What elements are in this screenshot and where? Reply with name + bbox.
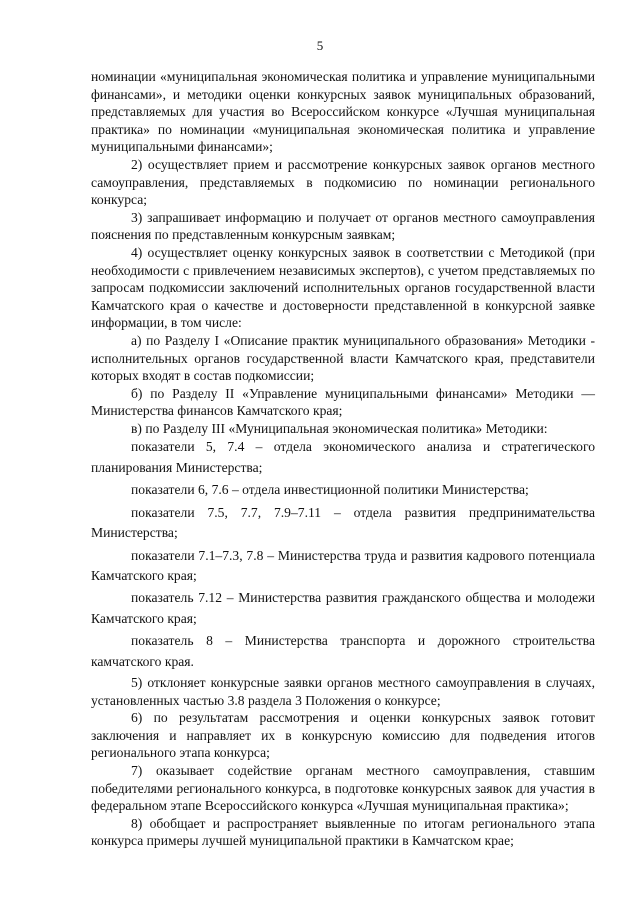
paragraph-item-7: 7) оказывает содействие органам местного самоуправления, ставшим победителями регионального конкурса, в подготовке конкурсных заявок для участия в федеральном этапе Всероссийского конкурса «Лучшая муниципальная практика»; — [91, 762, 595, 814]
paragraph-item-2: 2) осуществляет прием и рассмотрение конкурсных заявок органов местного самоуправления, представляемых в подкомисию по номинации регионального конкурса; — [91, 156, 595, 208]
paragraph-item-4b: б) по Разделу II «Управление муниципальными финансами» Методики — Министерства финансов Камчатского края; — [91, 385, 595, 419]
paragraph-item-8: 8) обобщает и распространяет выявленные по итогам регионального этапа конкурса примеры лучшей муниципальной практики в Камчатском крае; — [91, 815, 595, 849]
paragraph-indicator-6-7-6: показатели 6, 7.6 – отдела инвестиционной политики Министерства; — [131, 482, 529, 498]
document-body — [91, 68, 595, 850]
paragraph-indicator-8: показатель 8 – Министерства транспорта и дорожного строительства камчатского края. — [91, 633, 595, 669]
page-number: 5 — [316, 38, 324, 53]
paragraph-nomination-continuation: номинации «муниципальная экономическая политика и управление муниципальными финансами», и методики оценки конкурсных заявок муниципальных образований, представляемых для участия во Всероссийском конкурсе «Лучшая муниципальная практика» по номинации «муниципальная экономическая политика и управление муниципальными финансами»; — [91, 69, 595, 155]
paragraph-indicator-5-7-4: показатели 5, 7.4 – отдела экономического анализа и стратегического планирования Министерства; — [91, 439, 595, 475]
paragraph-item-5: 5) отклоняет конкурсные заявки органов местного самоуправления в случаях, установленных частью 3.8 раздела 3 Положения о конкурсе; — [91, 674, 595, 708]
paragraph-item-4: 4) осуществляет оценку конкурсных заявок в соответствии с Методикой (при необходимости с привлечением независимых экспертов), с учетом представляемых по запросам подкомиссии заключений исполнительных органов государственной власти Камчатского края о качестве и достоверности представленной в конкурсной заявке информации, в том числе: — [91, 244, 595, 331]
paragraph-indicator-7-12: показатель 7.12 – Министерства развития гражданского общества и молодежи Камчатского края; — [91, 590, 595, 626]
paragraph-item-4v: в) по Разделу III «Муниципальная экономическая политика» Методики: — [131, 420, 548, 436]
paragraph-indicator-7-1: показатели 7.1–7.3, 7.8 – Министерства труда и развития кадрового потенциала Камчатского края; — [91, 547, 595, 583]
paragraph-indicator-7-5: показатели 7.5, 7.7, 7.9–7.11 – отдела развития предпринимательства Министерства; — [91, 504, 595, 541]
paragraph-item-6: 6) по результатам рассмотрения и оценки конкурсных заявок готовит заключения и направляет их в конкурсную комиссию для подведения итогов регионального этапа конкурса; — [91, 710, 595, 761]
paragraph-item-3: 3) запрашивает информацию и получает от органов местного самоуправления пояснения по представленным конкурсным заявкам; — [91, 209, 595, 243]
paragraph-item-4a: а) по Разделу I «Описание практик муниципального образования» Методики - исполнительных органов государственной власти Камчатского края, представители которых входят в состав подкомиссии; — [91, 332, 595, 384]
